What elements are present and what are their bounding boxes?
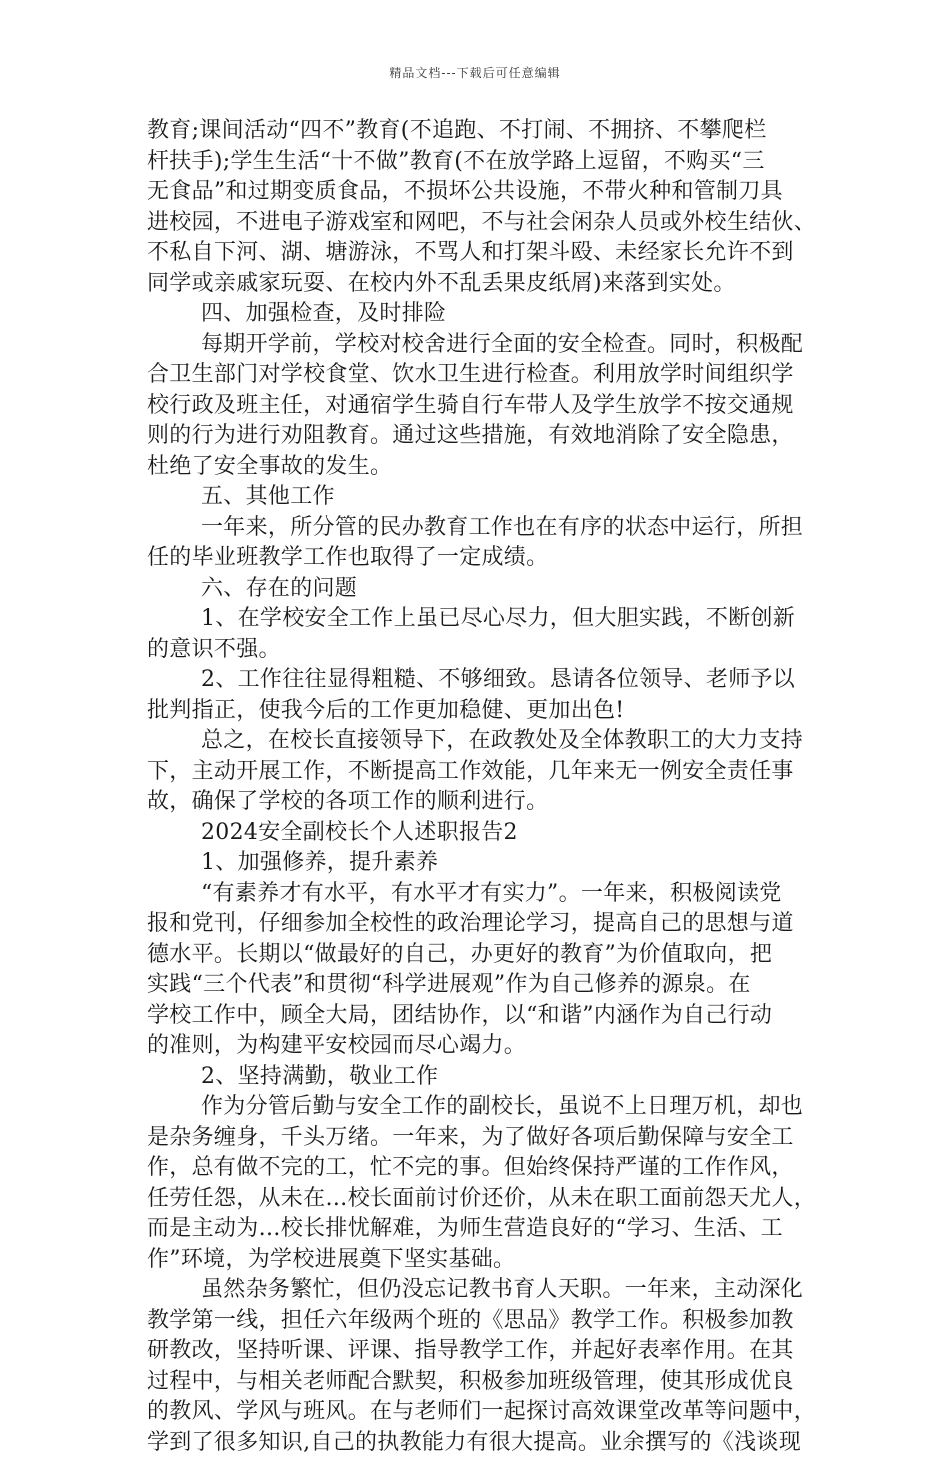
- text-line: 1、加强修养，提升素养: [147, 848, 827, 879]
- text-line: 故，确保了学校的各项工作的顺利进行。: [147, 787, 827, 818]
- text-line: 五、其他工作: [147, 482, 827, 513]
- text-line: 任劳任怨，从未在…校长面前讨价还价，从未在职工面前怨天尤人，: [147, 1184, 827, 1215]
- text-line: 的意识不强。: [147, 635, 827, 666]
- text-line: 则的行为进行劝阻教育。通过这些措施，有效地消除了安全隐患，: [147, 421, 827, 452]
- text-line: 合卫生部门对学校食堂、饮水卫生进行检查。利用放学时间组织学: [147, 360, 827, 391]
- text-line: 下，主动开展工作，不断提高工作效能，几年来无一例安全责任事: [147, 757, 827, 788]
- text-line: 批判指正，使我今后的工作更加稳健、更加出色!: [147, 696, 827, 727]
- document-body: [147, 116, 827, 1458]
- text-line: 作”环境，为学校进展奠下坚实基础。: [147, 1245, 827, 1276]
- text-line: 校行政及班主任，对通宿学生骑自行车带人及学生放学不按交通规: [147, 391, 827, 422]
- text-line: 学到了很多知识,自己的执教能力有很大提高。业余撰写的《浅谈现: [147, 1428, 827, 1458]
- text-line: 2024安全副校长个人述职报告2: [147, 818, 827, 849]
- text-line: 一年来，所分管的民办教育工作也在有序的状态中运行，所担: [147, 513, 827, 544]
- text-line: 报和党刊，仔细参加全校性的政治理论学习，提高自己的思想与道: [147, 909, 827, 940]
- text-line: 进校园，不进电子游戏室和网吧，不与社会闲杂人员或外校生结伙、: [147, 208, 827, 239]
- text-line: 任的毕业班教学工作也取得了一定成绩。: [147, 543, 827, 574]
- page-header: 精品文档---下载后可任意编辑: [0, 64, 950, 81]
- text-line: 2、坚持满勤，敬业工作: [147, 1062, 827, 1093]
- text-line: 同学或亲戚家玩耍、在校内外不乱丢果皮纸屑)来落到实处。: [147, 269, 827, 300]
- text-line: 是杂务缠身，千头万绪。一年来，为了做好各项后勤保障与安全工: [147, 1123, 827, 1154]
- text-line: 1、在学校安全工作上虽已尽心尽力，但大胆实践，不断创新: [147, 604, 827, 635]
- text-line: 学校工作中，顾全大局，团结协作，以“和谐”内涵作为自己行动: [147, 1001, 827, 1032]
- text-line: 无食品”和过期变质食品，不损坏公共设施，不带火种和管制刀具: [147, 177, 827, 208]
- text-line: 杆扶手);学生生活“十不做”教育(不在放学路上逗留，不购买“三: [147, 147, 827, 178]
- text-line: 的准则，为构建平安校园而尽心竭力。: [147, 1031, 827, 1062]
- text-line: 研教改，坚持听课、评课、指导教学工作，并起好表率作用。在其: [147, 1336, 827, 1367]
- text-line: 2、工作往往显得粗糙、不够细致。恳请各位领导、老师予以: [147, 665, 827, 696]
- text-line: 杜绝了安全事故的发生。: [147, 452, 827, 483]
- text-line: 作，总有做不完的工，忙不完的事。但始终保持严谨的工作作风，: [147, 1153, 827, 1184]
- text-line: 教学第一线，担任六年级两个班的《思品》教学工作。积极参加教: [147, 1306, 827, 1337]
- text-line: 虽然杂务繁忙，但仍没忘记教书育人天职。一年来，主动深化: [147, 1275, 827, 1306]
- text-line: 四、加强检查，及时排险: [147, 299, 827, 330]
- text-line: 德水平。长期以“做最好的自己，办更好的教育”为价值取向，把: [147, 940, 827, 971]
- text-line: 实践“三个代表”和贯彻“科学进展观”作为自己修养的源泉。在: [147, 970, 827, 1001]
- text-line: 而是主动为…校长排忧解难，为师生营造良好的“学习、生活、工: [147, 1214, 827, 1245]
- text-line: 过程中，与相关老师配合默契，积极参加班级管理，使其形成优良: [147, 1367, 827, 1398]
- text-line: 教育;课间活动“四不”教育(不追跑、不打闹、不拥挤、不攀爬栏: [147, 116, 827, 147]
- text-line: 每期开学前，学校对校舍进行全面的安全检查。同时，积极配: [147, 330, 827, 361]
- text-line: 作为分管后勤与安全工作的副校长，虽说不上日理万机，却也: [147, 1092, 827, 1123]
- text-line: 总之，在校长直接领导下，在政教处及全体教职工的大力支持: [147, 726, 827, 757]
- text-line: 不私自下河、湖、塘游泳，不骂人和打架斗殴、未经家长允许不到: [147, 238, 827, 269]
- text-line: 的教风、学风与班风。在与老师们一起探讨高效课堂改革等问题中，: [147, 1397, 827, 1428]
- text-line: “有素养才有水平，有水平才有实力”。一年来，积极阅读党: [147, 879, 827, 910]
- text-line: 六、存在的问题: [147, 574, 827, 605]
